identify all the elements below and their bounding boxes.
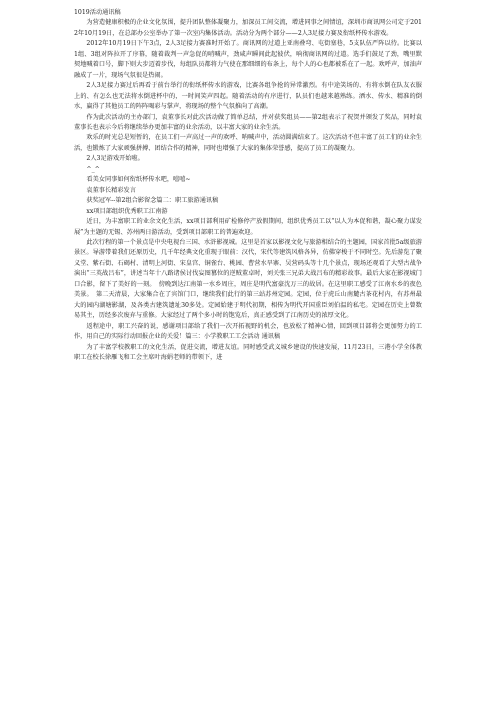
paragraph: 欢乐的时光总是短暂的，在员工们一声高过一声的欢呼、呐喊声中，活动圆满结束了。这次活动不但丰富了员工们的业余生活，也锻炼了大家顽强拼搏、团结合作的精神，同时也增强了大家的集体荣誉感，提高了员工的凝聚力。 (74, 134, 422, 152)
paragraph: 作为此次活动的主办部门，袁董事长对此次活动做了简单总结，并对获奖组员——第2组表示了祝贺并颁发了奖品，同时袁董事长也表示今后将继续举办更加丰富的业余活动，以丰富大家的业余生活。 (74, 113, 422, 131)
document-title: 1019活动通讯稿 (74, 9, 121, 16)
paragraph: xx项目部组织优秀职工江南游 (86, 207, 168, 215)
paragraph: 返程途中，职工兴奋的说，感谢项目部给了我们一次开拓视野的机会，也放松了精神心情，回到项目部将会更加努力的工作，用自己的实际行动回报企业的关爱！篇三：小学教职工工会活动 通讯稿 (74, 322, 422, 341)
paragraph: 看美女同事如何衔纸杯传水吧，嘻嘻~ (86, 176, 191, 184)
paragraph: 为营造健康积极的企业文化氛围，提升团队整体凝聚力，加深员工间交流，增进同事之间情谊，深圳市商讯网公司定于2012年10月19日，在总部办公室举办了第一次室内集体活动。活动分为两个部分——2人3足接力赛及衔纸杯传水游戏。 (74, 19, 422, 37)
paragraph: 近日，为丰富职工的业余文化生活，xx项目部利用矿检修停产放假期间，组织优秀员工以“以人为本促和谐，凝心聚力谋发展”为主题的无锡、苏州两日游活动，受到项目部职工的普遍欢迎。 (74, 218, 422, 236)
paragraph: 2人3足接力赛过后再看于前台举行的衔纸杯传水的游戏，比赛各组争抢的异常激烈。有中途笑场的、有将水倒在队友衣服上的、有怎么也无法将水倒进杯中的，一时间笑声四起。随着活动的有序进行，队员们也越来越熟练。洒水、传水、精准的倒水，赢得了其他员工的阵阵喝彩与掌声，将现场的整个气氛推向了高潮。 (74, 82, 422, 111)
paragraph: 袁董事长精彩发言 (86, 186, 136, 194)
paragraph: 获奖冠军--第2组合影留念篇二：职工旅游通讯稿 (86, 197, 219, 205)
paragraph: ^_^ (86, 165, 100, 173)
paragraph: 此次行程的第一个景点是中央电视台三国、水浒影视城。这里是首家以影视文化与旅游相结合的主题园，国家首批5a级旅游景区。导游带着我们还原历史，几千年经典文化重现于眼前：汉代，宋代等建筑风格各异，仿佛穿梭于不同时空。先后游览了聚义堂、紫石街、石碣村、清明上河街、宋皇宫、铜雀台、桃园、曹营水旱寨、吴营码头等十几个景点，现场还观看了大型古战争演出“三英战吕布”，讲述当年十八路诸侯讨伐妄图篡位的逆贼董卓时，刘关张三兄弟大战吕布的精彩故事。最后大家在影视城门口合影，留下了美好的一刻。 傍晚到达江南第一水乡周庄，周庄是明代富豪沈万三的故居。在这里职工感受了江南水乡的夜色美景。 第二天清晨，大家集合在了宾馆门口，继续我们此行的第三站苏州定园。定园，位于虎丘山南麓古茶花村内，有苏州最大的园内湖塘影湖，及各类古建筑遗址30多处。定园始建于明代初期，相传为明代开国重臣刘伯温的私宅。定园在历史上曾数易其主，历经多次废弃与重修。大家经过了两个多小时的饱览后，真正感受到了江南历史的浓厚文化。 (74, 238, 422, 320)
paragraph: 2人3足游戏开始啦。 (86, 155, 144, 163)
paragraph: 2012年10月19日下午3点，2人3足接力赛准时开始了。商讯网的过道上亚南叠弯、屯街塞巷，5支队伍严阵以待。比赛以1组、3组对阵拉开了序幕，随着裁判一声急促的哨喊声，劲咸声瞬间此起彼伏，响彻商讯网的过道。选手们鼓足了劲，嘴里默契地喊着口号，脚下则大步迈着步伐，每组队员都将力气使在那细细的布条上，每个人的心也都被系在了一起。欢呼声，加油声融成了一片，现场气氛很是热闹。 (74, 40, 422, 79)
paragraph: 为了丰富学校教职工的文化生活，促进交流，增进友谊。同时感受武义城乡建设的快速发展，11月23日，三港小学全体教职工在校长徐雁飞和工会主席叶海娟老师的带领下，进 (74, 343, 422, 361)
